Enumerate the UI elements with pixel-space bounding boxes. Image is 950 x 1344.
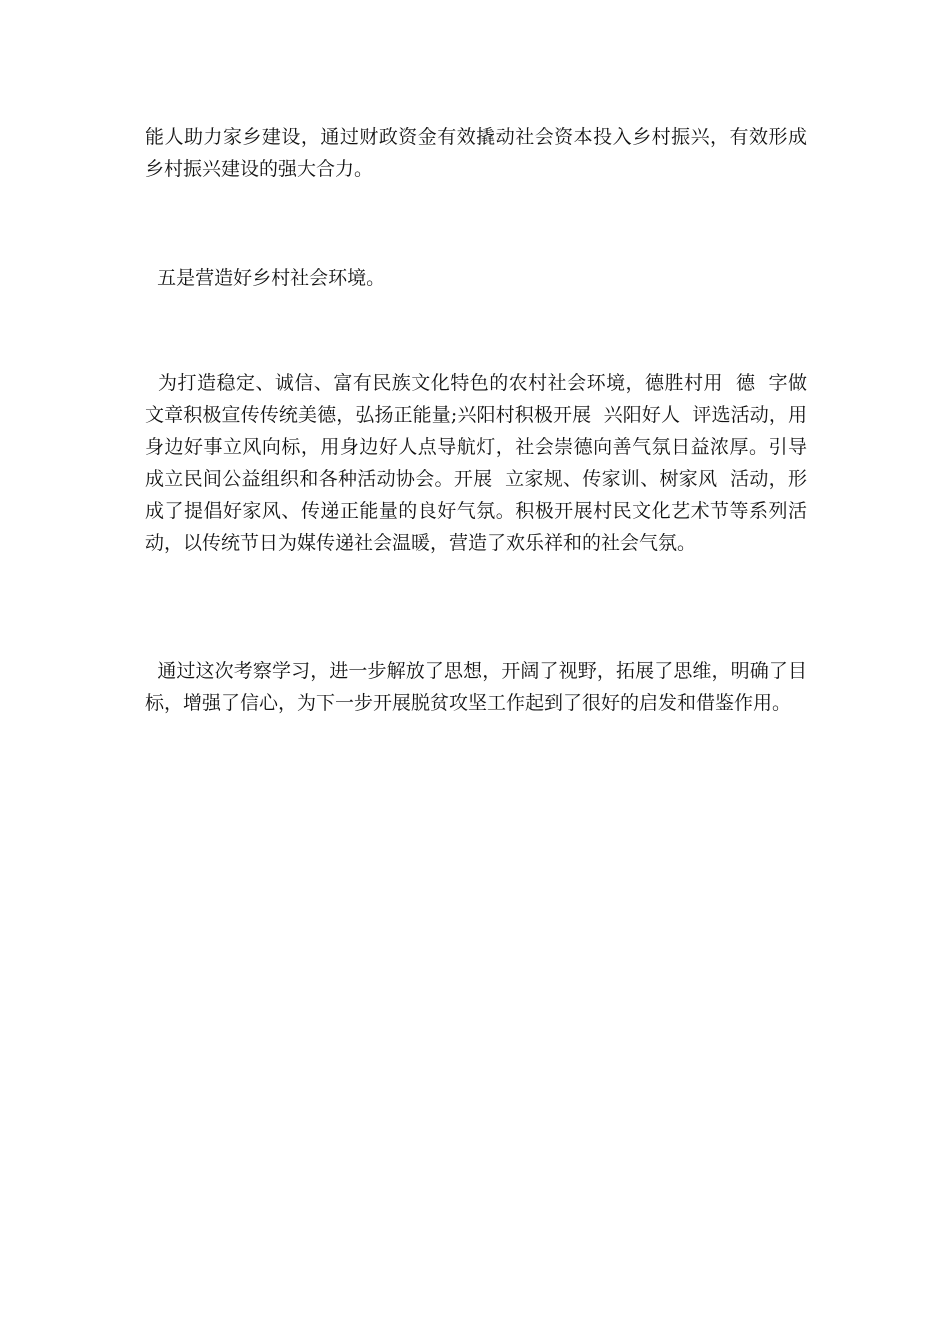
paragraph-rural-investment: 能人助力家乡建设，通过财政资金有效撬动社会资本投入乡村振兴，有效形成乡村振兴建设的强大合力。 (145, 126, 807, 180)
paragraph-conclusion: 通过这次考察学习，进一步解放了思想，开阔了视野，拓展了思维，明确了目标，增强了信心，为下一步开展脱贫攻坚工作起到了很好的启发和借鉴作用。 (145, 660, 807, 714)
paragraph-heading-social-environment: 五是营造好乡村社会环境。 (145, 267, 386, 289)
paragraph-village-culture: 为打造稳定、诚信、富有民族文化特色的农村社会环境，德胜村用 德 字做文章积极宣传传统美德，弘扬正能量;兴阳村积极开展 兴阳好人 评选活动，用身边好事立风向标，用身边好人点导航灯，社会崇德向善气氛日益浓厚。引导成立民间公益组织和各种活动协会。开展 立家规、传家训、树家风 活动，形成了提倡好家风、传递正能量的良好气氛。积极开展村民文化艺术节等系列活动，以传统节日为媒传递社会温暖，营造了欢乐祥和的社会气氛。 (145, 372, 807, 554)
